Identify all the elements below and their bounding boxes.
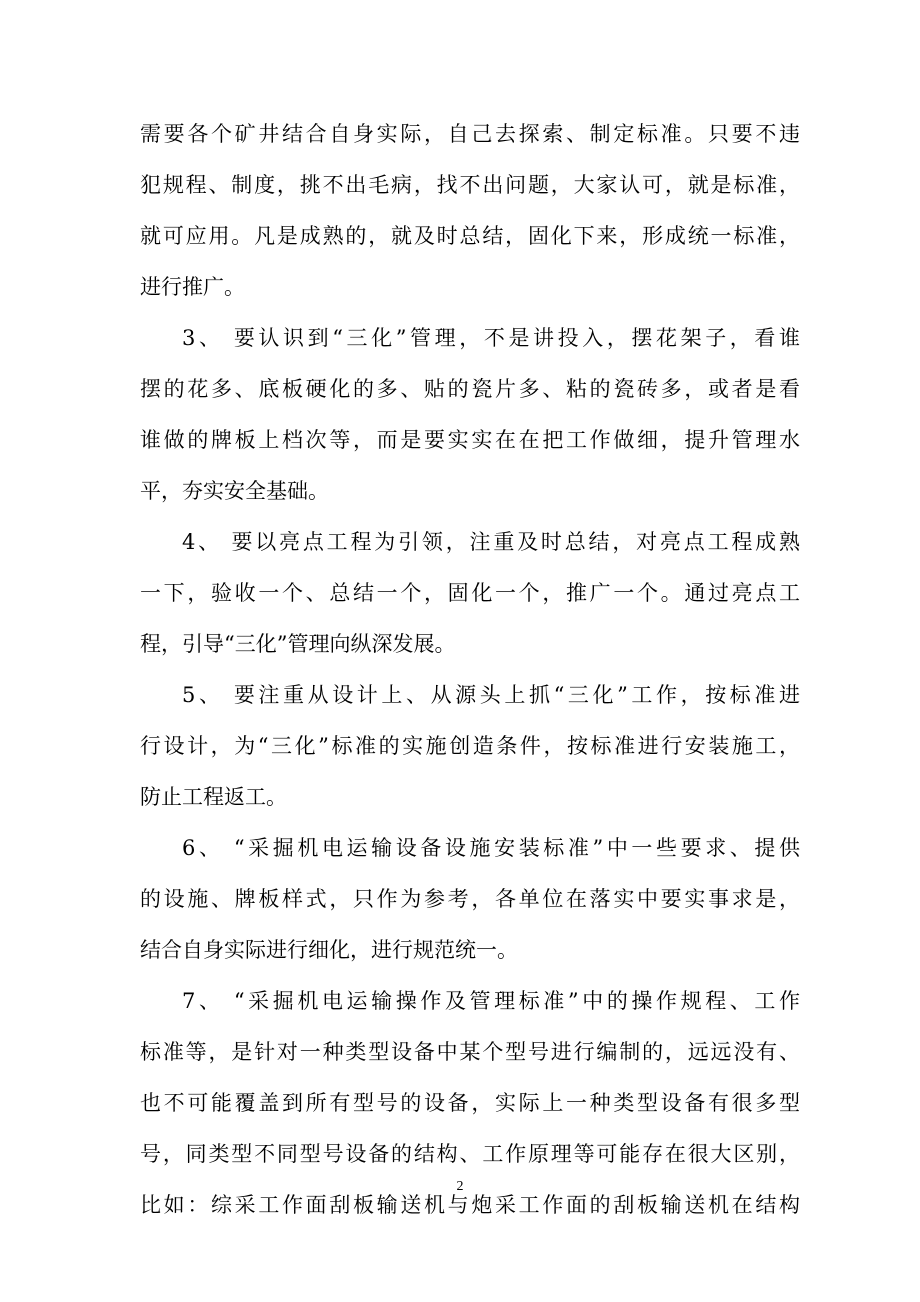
page-number: 2	[456, 1179, 464, 1194]
paragraph-5-line-2: 的设施、牌板样式，只作为参考，各单位在落实中要实事求是，	[140, 887, 800, 911]
paragraph-3-line-1: 4、 要以亮点工程为引领，注重及时总结，对亮点工程成熟	[182, 530, 800, 554]
paragraph-5-line-1: 6、 “采掘机电运输设备设施安装标准”中一些要求、提供	[182, 836, 800, 860]
paragraph-6-line-3: 也不可能覆盖到所有型号的设备，实际上一种类型设备有很多型	[140, 1091, 800, 1115]
paragraph-2-line-3: 谁做的牌板上档次等，而是要实实在在把工作做细，提升管理水	[140, 428, 800, 452]
paragraph-6-line-4: 号，同类型不同型号设备的结构、工作原理等可能存在很大区别，	[140, 1142, 800, 1166]
paragraph-3-line-2: 一下，验收一个、总结一个，固化一个，推广一个。通过亮点工	[140, 581, 800, 605]
paragraph-1-line-4: 进行推广。	[140, 275, 245, 299]
paragraph-1-line-3: 就可应用。凡是成熟的，就及时总结，固化下来，形成统一标准，	[140, 224, 800, 248]
paragraph-2-line-1: 3、 要认识到“三化”管理，不是讲投入，摆花架子，看谁	[182, 326, 800, 350]
paragraph-2-line-2: 摆的花多、底板硬化的多、贴的瓷片多、粘的瓷砖多，或者是看	[140, 377, 800, 401]
paragraph-2-line-4: 平，夯实安全基础。	[140, 479, 329, 503]
paragraph-6-line-1: 7、 “采掘机电运输操作及管理标准”中的操作规程、工作	[182, 989, 800, 1013]
paragraph-4-line-2: 行设计，为“三化”标准的实施创造条件，按标准进行安装施工，	[140, 734, 800, 758]
paragraph-3-line-3: 程，引导“三化”管理向纵深发展。	[140, 632, 456, 656]
paragraph-5-line-3: 结合自身实际进行细化，进行规范统一。	[140, 938, 518, 962]
paragraph-4-line-1: 5、 要注重从设计上、从源头上抓“三化”工作，按标准进	[182, 683, 800, 707]
paragraph-4-line-3: 防止工程返工。	[140, 785, 287, 809]
paragraph-1-line-2: 犯规程、制度，挑不出毛病，找不出问题，大家认可，就是标准，	[140, 173, 800, 197]
paragraph-6-line-5: 比如：综采工作面刮板输送机与炮采工作面的刮板输送机在结构	[140, 1193, 800, 1217]
paragraph-1-line-1: 需要各个矿井结合自身实际，自己去探索、制定标准。只要不违	[140, 122, 800, 146]
paragraph-6-line-2: 标准等，是针对一种类型设备中某个型号进行编制的，远远没有、	[140, 1040, 800, 1064]
